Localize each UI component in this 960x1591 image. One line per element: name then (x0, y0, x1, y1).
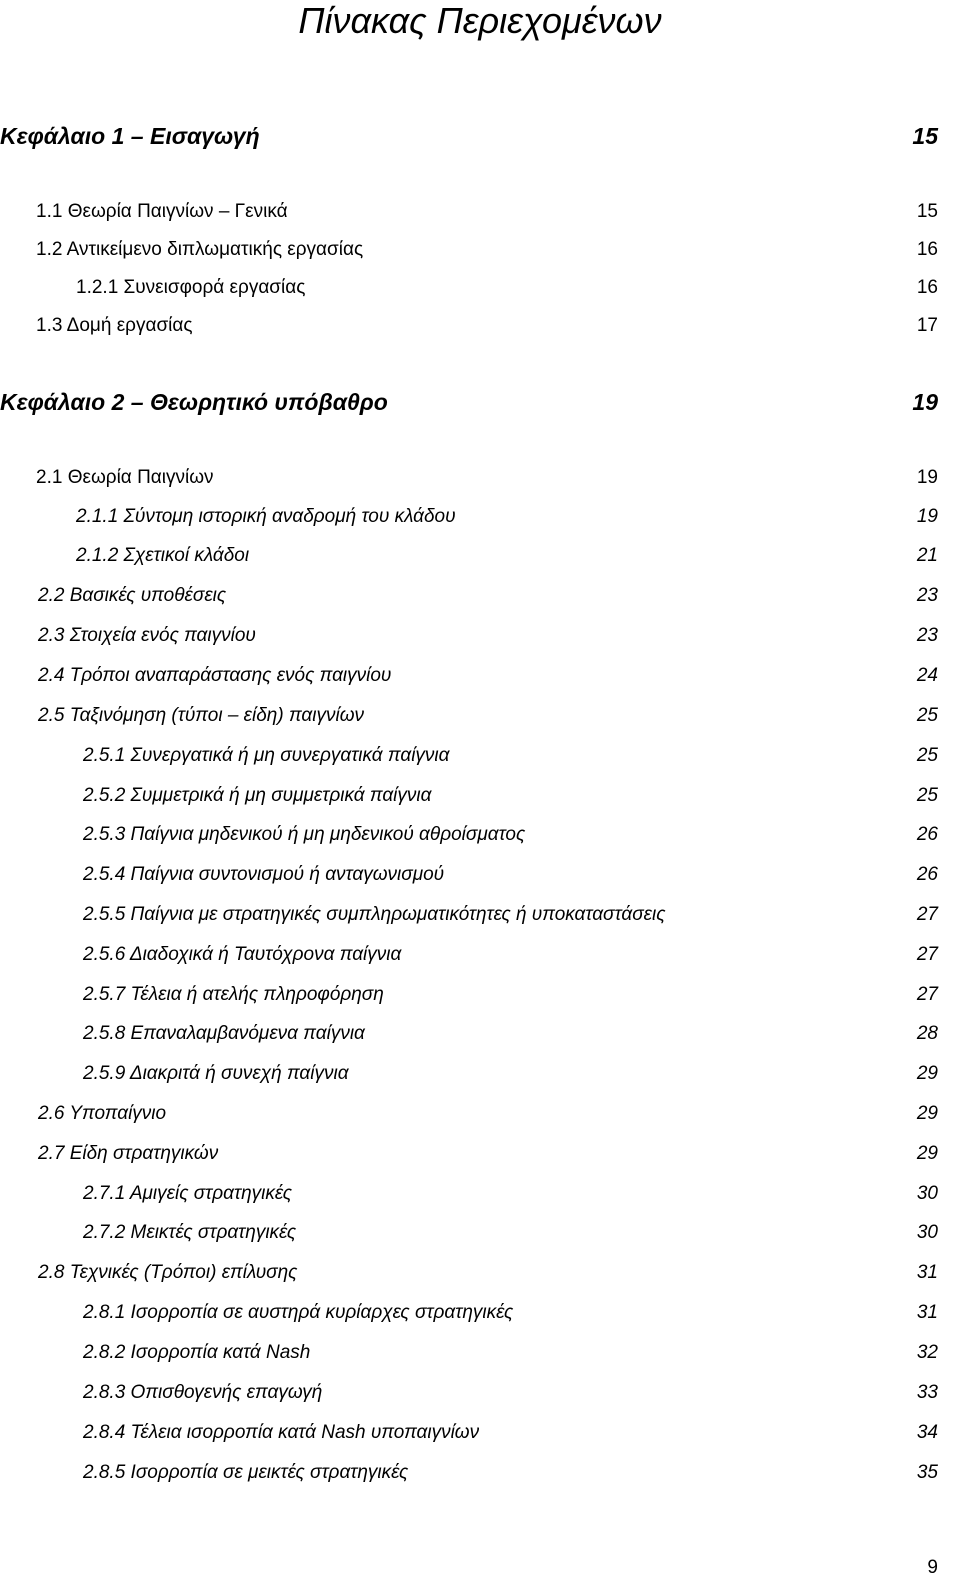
toc-section-2-7[interactable] (0, 1139, 960, 1169)
toc-subsection-2-7-1[interactable] (0, 1179, 960, 1209)
toc-entry-title: 1.3 Δομή εργασίας (36, 315, 193, 336)
toc-entry-page: 24 (916, 665, 938, 686)
toc-section-2-3[interactable] (0, 621, 960, 651)
toc-entry-title: 2.1 Θεωρία Παιγνίων (36, 467, 214, 488)
toc-entry-page: 17 (916, 315, 938, 336)
toc-entry-title: Κεφάλαιο 2 – Θεωρητικό υπόβαθρο (0, 389, 388, 415)
toc-entry-title: 2.5.1 Συνεργατικά ή μη συνεργατικά παίγνια (83, 745, 450, 766)
toc-section-1-1[interactable] (0, 197, 960, 227)
toc-entry-title: 2.1.1 Σύντομη ιστορική αναδρομή του κλάδου (76, 506, 456, 527)
toc-entry-page: 35 (916, 1462, 938, 1483)
toc-chapter-2[interactable] (0, 387, 960, 417)
toc-subsection-2-5-7[interactable] (0, 980, 960, 1010)
toc-entry-title: 2.8.3 Οπισθογενής επαγωγή (83, 1382, 323, 1403)
toc-subsection-2-5-5[interactable] (0, 900, 960, 930)
toc-subsection-1-2-1[interactable] (0, 273, 960, 303)
toc-entry-page: 16 (916, 239, 938, 260)
toc-entry-page: 26 (916, 864, 938, 885)
toc-entry-page: 31 (916, 1262, 938, 1283)
toc-entry-page: 32 (916, 1342, 938, 1363)
toc-entry-title: 2.5.2 Συμμετρικά ή μη συμμετρικά παίγνια (83, 785, 432, 806)
toc-entry-title: 1.2 Αντικείμενο διπλωματικής εργασίας (36, 239, 364, 260)
toc-entry-page: 25 (916, 705, 938, 726)
toc-entry-title: 2.8.4 Τέλεια ισορροπία κατά Nash υποπαιγνίων (83, 1422, 480, 1443)
toc-section-2-1[interactable] (0, 463, 960, 493)
toc-entry-page: 25 (916, 785, 938, 806)
toc-section-2-8[interactable] (0, 1258, 960, 1288)
toc-section-2-2[interactable] (0, 581, 960, 611)
toc-entry-page: 29 (916, 1103, 938, 1124)
toc-section-2-4[interactable] (0, 661, 960, 691)
toc-entry-title: 2.1.2 Σχετικοί κλάδοι (76, 545, 250, 566)
toc-entry-title: 2.8.1 Ισορροπία σε αυστηρά κυρίαρχες στρατηγικές (83, 1302, 514, 1323)
toc-entry-title: 2.5.4 Παίγνια συντονισμού ή ανταγωνισμού (83, 864, 445, 885)
toc-entry-page: 33 (916, 1382, 938, 1403)
toc-entry-page: 28 (916, 1023, 938, 1044)
toc-entry-page: 15 (916, 201, 938, 222)
toc-entry-page: 31 (916, 1302, 938, 1323)
toc-subsection-2-1-1[interactable] (0, 502, 960, 532)
toc-entry-page: 29 (916, 1063, 938, 1084)
toc-entry-page: 21 (916, 545, 938, 566)
toc-entry-page: 15 (912, 123, 938, 149)
toc-entry-title: 2.5.8 Επαναλαμβανόμενα παίγνια (83, 1023, 365, 1044)
toc-entry-title: Κεφάλαιο 1 – Εισαγωγή (0, 123, 260, 149)
toc-entry-page: 30 (916, 1222, 938, 1243)
toc-chapter-1[interactable] (0, 121, 960, 151)
toc-section-1-3[interactable] (0, 311, 960, 341)
toc-section-1-2[interactable] (0, 235, 960, 265)
toc-section-2-5[interactable] (0, 701, 960, 731)
toc-entry-page: 23 (916, 625, 938, 646)
toc-entry-title: 2.7.2 Μεικτές στρατηγικές (83, 1222, 297, 1243)
toc-entry-title: 2.5.7 Τέλεια ή ατελής πληροφόρηση (83, 984, 384, 1005)
toc-entry-page: 27 (916, 904, 938, 925)
toc-subsection-2-5-2[interactable] (0, 781, 960, 811)
toc-entry-page: 29 (916, 1143, 938, 1164)
toc-entry-title: 2.8.5 Ισορροπία σε μεικτές στρατηγικές (83, 1462, 409, 1483)
toc-entry-title: 1.1 Θεωρία Παιγνίων – Γενικά (36, 201, 288, 222)
toc-entry-title: 2.5 Ταξινόμηση (τύποι – είδη) παιγνίων (38, 705, 364, 726)
toc-entry-page: 19 (912, 389, 938, 415)
toc-entry-page: 25 (916, 745, 938, 766)
toc-entry-title: 2.5.5 Παίγνια με στρατηγικές συμπληρωματικότητες ή υποκαταστάσεις (83, 904, 666, 925)
toc-entry-title: 2.7.1 Αμιγείς στρατηγικές (83, 1183, 292, 1204)
toc-entry-title: 2.7 Είδη στρατηγικών (38, 1143, 219, 1164)
toc-entry-title: 2.6 Υποπαίγνιο (38, 1103, 167, 1124)
toc-subsection-2-8-5[interactable] (0, 1458, 960, 1488)
toc-subsection-2-5-4[interactable] (0, 860, 960, 890)
toc-subsection-2-8-2[interactable] (0, 1338, 960, 1368)
toc-entry-page: 19 (916, 467, 938, 488)
toc-entry-page: 26 (916, 824, 938, 845)
toc-entry-title: 1.2.1 Συνεισφορά εργασίας (76, 277, 306, 298)
toc-entry-title: 2.5.3 Παίγνια μηδενικού ή μη μηδενικού αθροίσματος (83, 824, 526, 845)
toc-subsection-2-5-8[interactable] (0, 1019, 960, 1049)
toc-entry-page: 16 (916, 277, 938, 298)
toc-subsection-2-8-3[interactable] (0, 1378, 960, 1408)
page-number: 9 (927, 1557, 938, 1578)
toc-entry-title: 2.8.2 Ισορροπία κατά Nash (83, 1342, 311, 1363)
toc-entry-title: 2.8 Τεχνικές (Τρόποι) επίλυσης (38, 1262, 298, 1283)
toc-entry-title: 2.5.6 Διαδοχικά ή Ταυτόχρονα παίγνια (83, 944, 402, 965)
toc-entry-title: 2.5.9 Διακριτά ή συνεχή παίγνια (83, 1063, 349, 1084)
toc-subsection-2-1-2[interactable] (0, 541, 960, 571)
toc-section-2-6[interactable] (0, 1099, 960, 1129)
toc-entry-page: 30 (916, 1183, 938, 1204)
page-title: Πίνακας Περιεχομένων (298, 0, 662, 41)
toc-entry-page: 34 (916, 1422, 938, 1443)
toc-subsection-2-5-6[interactable] (0, 940, 960, 970)
toc-subsection-2-5-3[interactable] (0, 820, 960, 850)
toc-subsection-2-8-1[interactable] (0, 1298, 960, 1328)
toc-entry-page: 19 (916, 506, 938, 527)
toc-subsection-2-7-2[interactable] (0, 1218, 960, 1248)
toc-entry-page: 27 (916, 984, 938, 1005)
toc-entry-title: 2.4 Τρόποι αναπαράστασης ενός παιγνίου (38, 665, 392, 686)
toc-entry-title: 2.3 Στοιχεία ενός παιγνίου (38, 625, 256, 646)
toc-subsection-2-8-4[interactable] (0, 1418, 960, 1448)
toc-entry-title: 2.2 Βασικές υποθέσεις (38, 585, 227, 606)
toc-entry-page: 27 (916, 944, 938, 965)
toc-entry-page: 23 (916, 585, 938, 606)
toc-subsection-2-5-1[interactable] (0, 741, 960, 771)
toc-subsection-2-5-9[interactable] (0, 1059, 960, 1089)
